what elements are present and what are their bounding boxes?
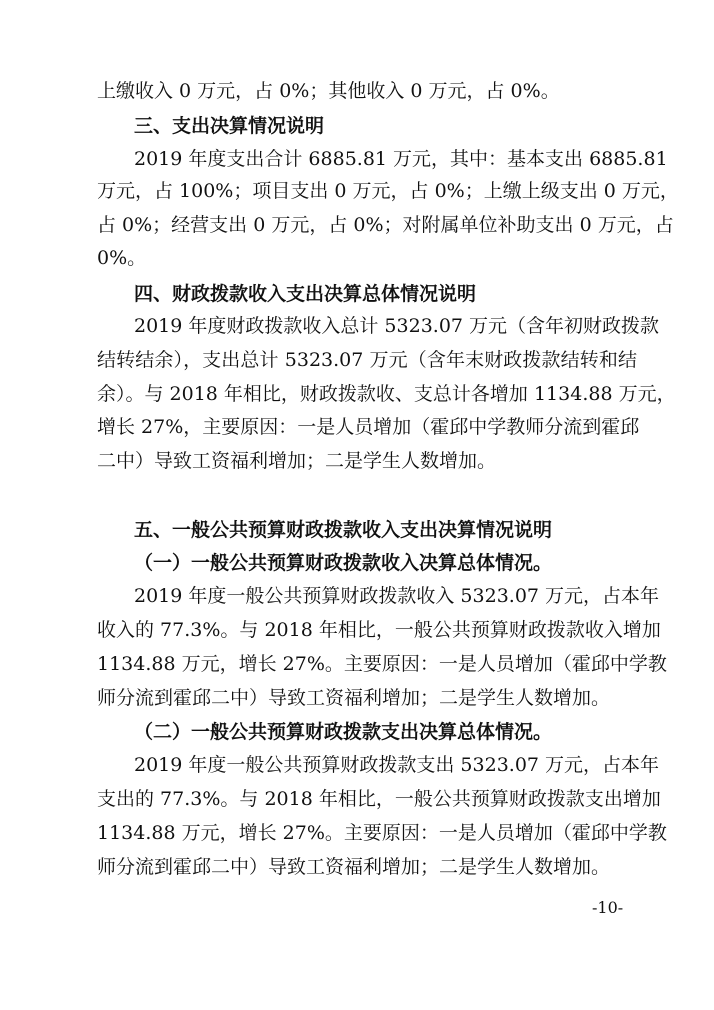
paragraph-line: 万元，占 100%；项目支出 0 万元，占 0%；上缴上级支出 0 万元， [97, 180, 679, 202]
paragraph-line: 1134.88 万元，增长 27%。主要原因：一是人员增加（霍邱中学教 [97, 822, 667, 844]
section-heading-5: 五、一般公共预算财政拨款收入支出决算情况说明 [134, 519, 553, 541]
paragraph-line: 收入的 77.3%。与 2018 年相比，一般公共预算财政拨款收入增加 [97, 619, 661, 641]
paragraph-line: 增长 27%，主要原因：一是人员增加（霍邱中学教师分流到霍邱 [97, 416, 640, 438]
paragraph-line: 上缴收入 0 万元，占 0%；其他收入 0 万元，占 0%。 [97, 80, 560, 102]
paragraph-line: 师分流到霍邱二中）导致工资福利增加；二是学生人数增加。 [97, 856, 611, 878]
paragraph-line: 占 0%；经营支出 0 万元，占 0%；对附属单位补助支出 0 万元，占 [97, 214, 674, 236]
paragraph-line: 二中）导致工资福利增加；二是学生人数增加。 [97, 450, 497, 472]
paragraph-line: 余）。与 2018 年相比，财政拨款收、支总计各增加 1134.88 万元， [97, 383, 676, 405]
subsection-heading-2: （二）一般公共预算财政拨款支出决算总体情况。 [134, 721, 553, 743]
section-heading-4: 四、财政拨款收入支出决算总体情况说明 [134, 283, 477, 305]
paragraph-line: 结转结余），支出总计 5323.07 万元（含年末财政拨款结转和结 [97, 349, 637, 371]
section-heading-3: 三、支出决算情况说明 [134, 115, 325, 137]
page-number: -10- [592, 898, 624, 917]
paragraph-line: 支出的 77.3%。与 2018 年相比，一般公共预算财政拨款支出增加 [97, 788, 661, 810]
paragraph-line: 2019 年度一般公共预算财政拨款支出 5323.07 万元，占本年 [134, 754, 660, 776]
paragraph-line: 2019 年度财政拨款收入总计 5323.07 万元（含年初财政拨款 [134, 315, 660, 337]
paragraph-line: 1134.88 万元，增长 27%。主要原因：一是人员增加（霍邱中学教 [97, 653, 667, 675]
subsection-heading-1: （一）一般公共预算财政拨款收入决算总体情况。 [134, 552, 553, 574]
paragraph-line: 2019 年度支出合计 6885.81 万元，其中：基本支出 6885.81 [134, 148, 668, 170]
paragraph-line: 0%。 [97, 247, 147, 269]
paragraph-line: 师分流到霍邱二中）导致工资福利增加；二是学生人数增加。 [97, 687, 611, 709]
paragraph-line: 2019 年度一般公共预算财政拨款收入 5323.07 万元，占本年 [134, 585, 660, 607]
